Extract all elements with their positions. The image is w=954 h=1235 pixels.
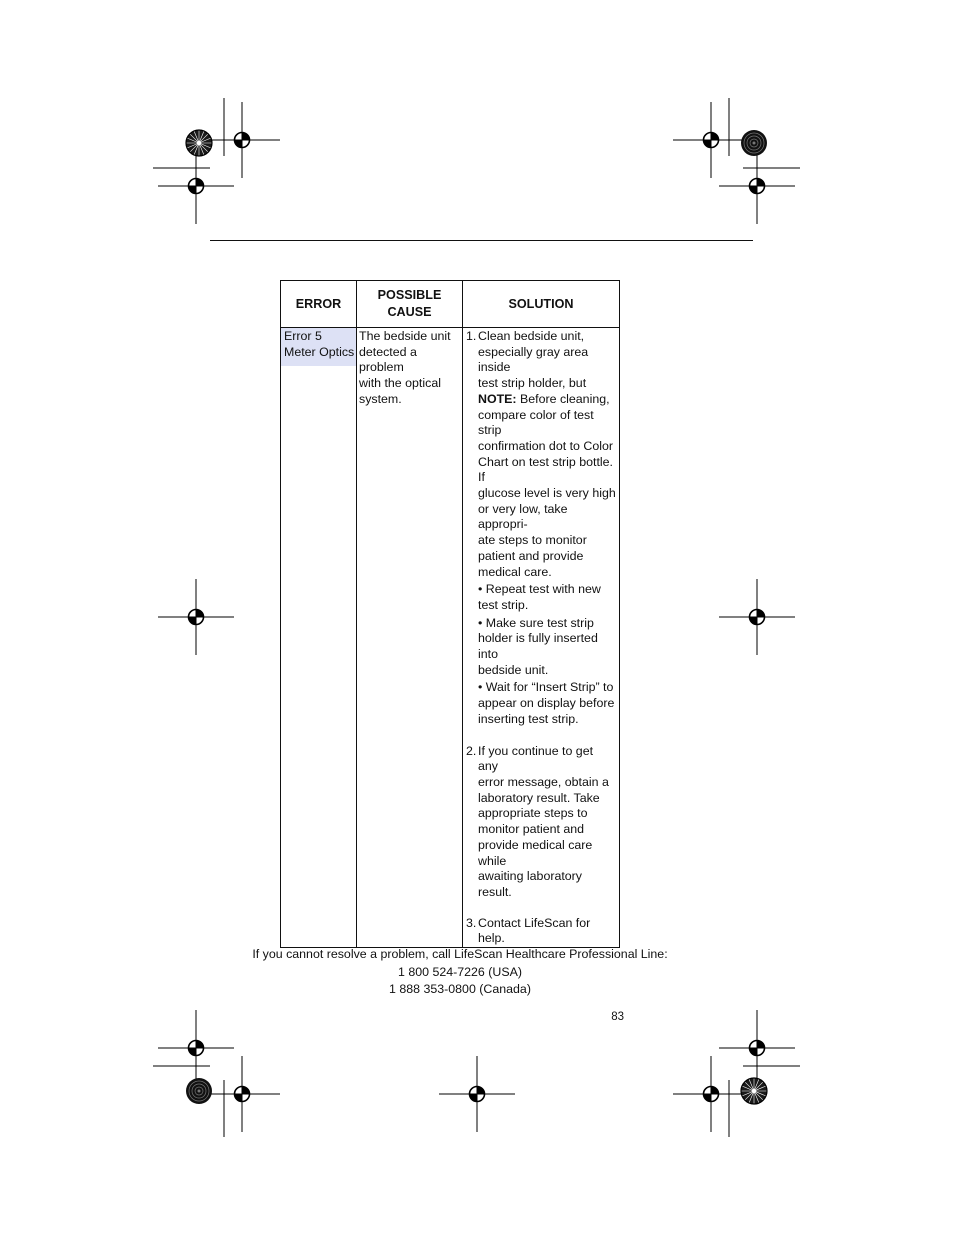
page-number: 83 bbox=[611, 1011, 624, 1023]
bullet-line: • Make sure test strip bbox=[478, 615, 594, 630]
header-solution: SOLUTION bbox=[463, 281, 620, 328]
bullet-item bbox=[478, 616, 616, 679]
solution-step-2 bbox=[466, 744, 616, 901]
note-text: Before cleaning, bbox=[520, 391, 610, 406]
footer-help-text: If you cannot resolve a problem, call LifeScan Healthcare Professional Line: bbox=[252, 947, 668, 961]
cause-line: The bedside unit bbox=[359, 329, 451, 343]
bullet-line: • Repeat test with new bbox=[478, 582, 601, 597]
cause-line: detected a problem bbox=[359, 344, 417, 375]
bullet-line: holder is fully inserted into bbox=[478, 631, 598, 662]
cause-line: system. bbox=[359, 391, 402, 406]
cause-cell bbox=[357, 328, 463, 948]
step-line: monitor patient and bbox=[478, 822, 585, 837]
bullet-line: bedside unit. bbox=[478, 662, 549, 677]
header-error: ERROR bbox=[281, 281, 357, 328]
header-cause-line: CAUSE bbox=[387, 305, 432, 319]
bullet-line: appear on display before bbox=[478, 696, 615, 711]
step-line: appropriate steps to bbox=[478, 806, 588, 821]
note-line: Chart on test strip bottle. If bbox=[478, 454, 613, 485]
header-cause-line: POSSIBLE bbox=[377, 288, 442, 302]
error-name: Meter Optics bbox=[284, 344, 355, 359]
table-row bbox=[281, 328, 620, 948]
note-line: or very low, take appropri- bbox=[478, 501, 568, 532]
note-line: compare color of test strip bbox=[478, 407, 594, 438]
step-number: 1. bbox=[466, 329, 477, 343]
note-line: confirmation dot to Color bbox=[478, 438, 613, 453]
bullet-line: inserting test strip. bbox=[478, 711, 579, 726]
header-possible-cause bbox=[357, 281, 463, 328]
cause-text bbox=[357, 328, 462, 408]
step-line: provide medical care while bbox=[478, 837, 593, 868]
solution-list bbox=[463, 328, 619, 947]
bullet-item bbox=[478, 582, 616, 613]
table-header-row bbox=[281, 281, 620, 328]
note-line bbox=[478, 392, 616, 408]
note-line: ate steps to monitor bbox=[478, 533, 587, 548]
error-code: Error 5 bbox=[284, 329, 322, 343]
solution-cell bbox=[463, 328, 620, 948]
spacer bbox=[466, 728, 616, 744]
error-table bbox=[280, 280, 620, 948]
note-label: NOTE: bbox=[478, 391, 517, 406]
note-line: patient and provide bbox=[478, 548, 584, 563]
header-rule bbox=[210, 240, 753, 241]
step-line: awaiting laboratory result. bbox=[478, 869, 583, 899]
step-line: If you continue to get any bbox=[478, 743, 594, 774]
error-cell bbox=[281, 328, 357, 948]
cause-line: with the optical bbox=[359, 376, 441, 391]
step-number: 3. bbox=[466, 915, 477, 930]
step-line: laboratory result. Take bbox=[478, 790, 600, 805]
bullet-line: • Wait for “Insert Strip” to bbox=[478, 680, 614, 695]
note-line: medical care. bbox=[478, 564, 552, 579]
footer-phone-usa: 1 800 524-7226 (USA) bbox=[398, 964, 522, 979]
bullet-line: test strip. bbox=[478, 597, 529, 612]
step-line: Clean bedside unit, bbox=[478, 329, 585, 343]
solution-step-3 bbox=[466, 916, 616, 947]
step-line: especially gray area inside bbox=[478, 344, 589, 375]
solution-step-1 bbox=[466, 329, 616, 728]
footer-phone-canada: 1 888 353-0800 (Canada) bbox=[389, 982, 531, 997]
error-code-highlight bbox=[281, 328, 356, 366]
note-line: glucose level is very high bbox=[478, 486, 616, 501]
step-number: 2. bbox=[466, 743, 477, 758]
spacer bbox=[466, 901, 616, 916]
support-footer bbox=[180, 946, 740, 999]
step-line: Contact LifeScan for help. bbox=[478, 915, 591, 946]
step-line: test strip holder, but bbox=[478, 376, 587, 391]
step-line: error message, obtain a bbox=[478, 774, 609, 789]
bullet-item bbox=[478, 680, 616, 727]
